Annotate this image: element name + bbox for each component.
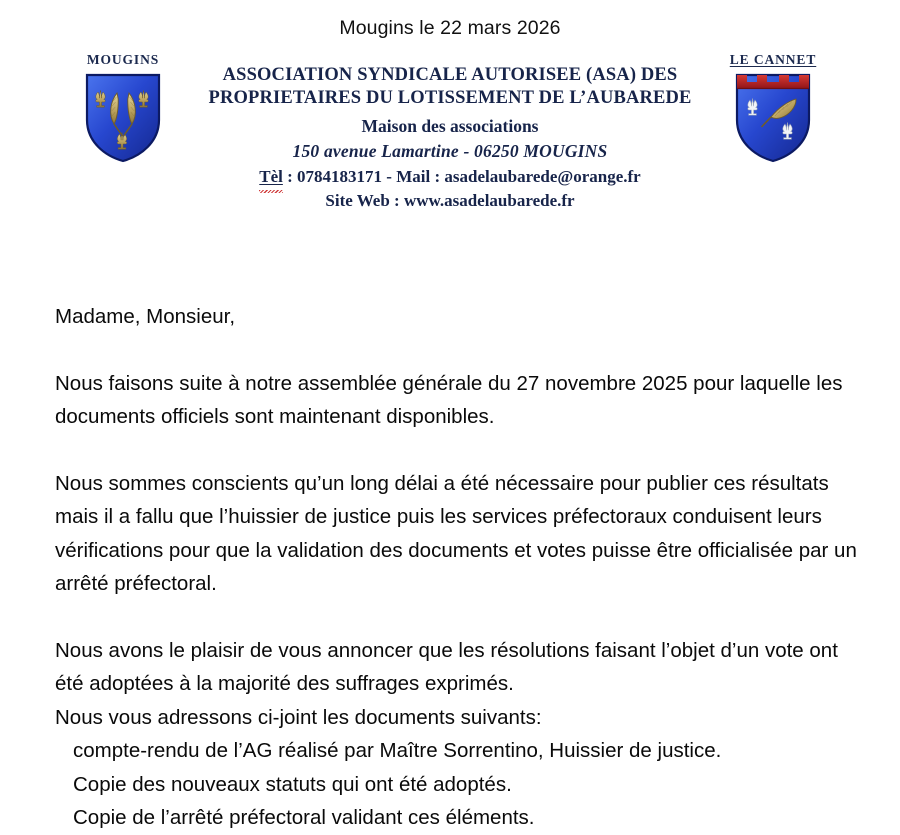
org-venue: Maison des associations <box>361 115 539 136</box>
tel-label: Tèl <box>259 164 283 189</box>
list-item: compte-rendu de l’AG réalisé par Maître Sorrentino, Huissier de justice. <box>73 739 722 762</box>
tel-separator: : <box>282 167 298 187</box>
crest-mougins-label: MOUGINS <box>86 52 160 67</box>
le-cannet-coat-of-arms-icon <box>733 72 813 164</box>
mougins-coat-of-arms-icon <box>83 72 163 164</box>
letter-salutation: Madame, Monsieur, <box>55 305 236 328</box>
list-item: Copie de l’arrêté préfectoral validant ces éléments. <box>73 806 535 829</box>
letter-paragraph-3: Nous avons le plaisir de vous annoncer que les résolutions faisant l’objet d’un vote ont été adoptées à la majorité des suffrages exprimés. <box>55 638 838 695</box>
list-item: Copie des nouveaux statuts qui ont été adoptés. <box>73 772 512 796</box>
letter-body <box>55 300 860 835</box>
crest-le-cannet <box>708 52 838 164</box>
tel-number: 0784183171 <box>297 167 383 187</box>
attached-documents-list <box>55 734 860 835</box>
letter-date: Mougins le 22 mars 2026 <box>339 17 561 39</box>
website-label: Site Web : <box>325 191 404 211</box>
letter-paragraph-2: Nous sommes conscients qu’un long délai a été nécessaire pour publier ces résultats mais il a fallu que l’huissier de justice puis les services préfectoraux conduisent leurs vérifications pour que la validation des documents et votes puisse être officialisée par un arrêté préfectoral. <box>55 471 857 595</box>
org-address: 150 avenue Lamartine - 06250 MOUGINS <box>292 141 608 162</box>
email-address[interactable]: asadelaubarede@orange.fr <box>444 167 641 187</box>
website-url[interactable]: www.asadelaubarede.fr <box>403 191 575 211</box>
letterhead <box>0 52 900 227</box>
org-name-line-1: ASSOCIATION SYNDICALE AUTORISEE (ASA) DES <box>222 65 678 85</box>
organization-header <box>180 64 720 214</box>
org-name-line-2: PROPRIETAIRES DU LOTISSEMENT DE L’AUBAREDE <box>208 88 692 109</box>
letter-paragraph-1: Nous faisons suite à notre assemblée générale du 27 novembre 2025 pour laquelle les documents officiels sont maintenant disponibles. <box>55 371 843 428</box>
mail-separator: - Mail : <box>382 167 445 187</box>
crest-le-cannet-label: LE CANNET <box>729 52 817 67</box>
letter-paragraph-4: Nous vous adressons ci-joint les documents suivants: <box>55 705 542 729</box>
crest-mougins <box>58 52 188 164</box>
org-contact-line <box>180 164 720 189</box>
